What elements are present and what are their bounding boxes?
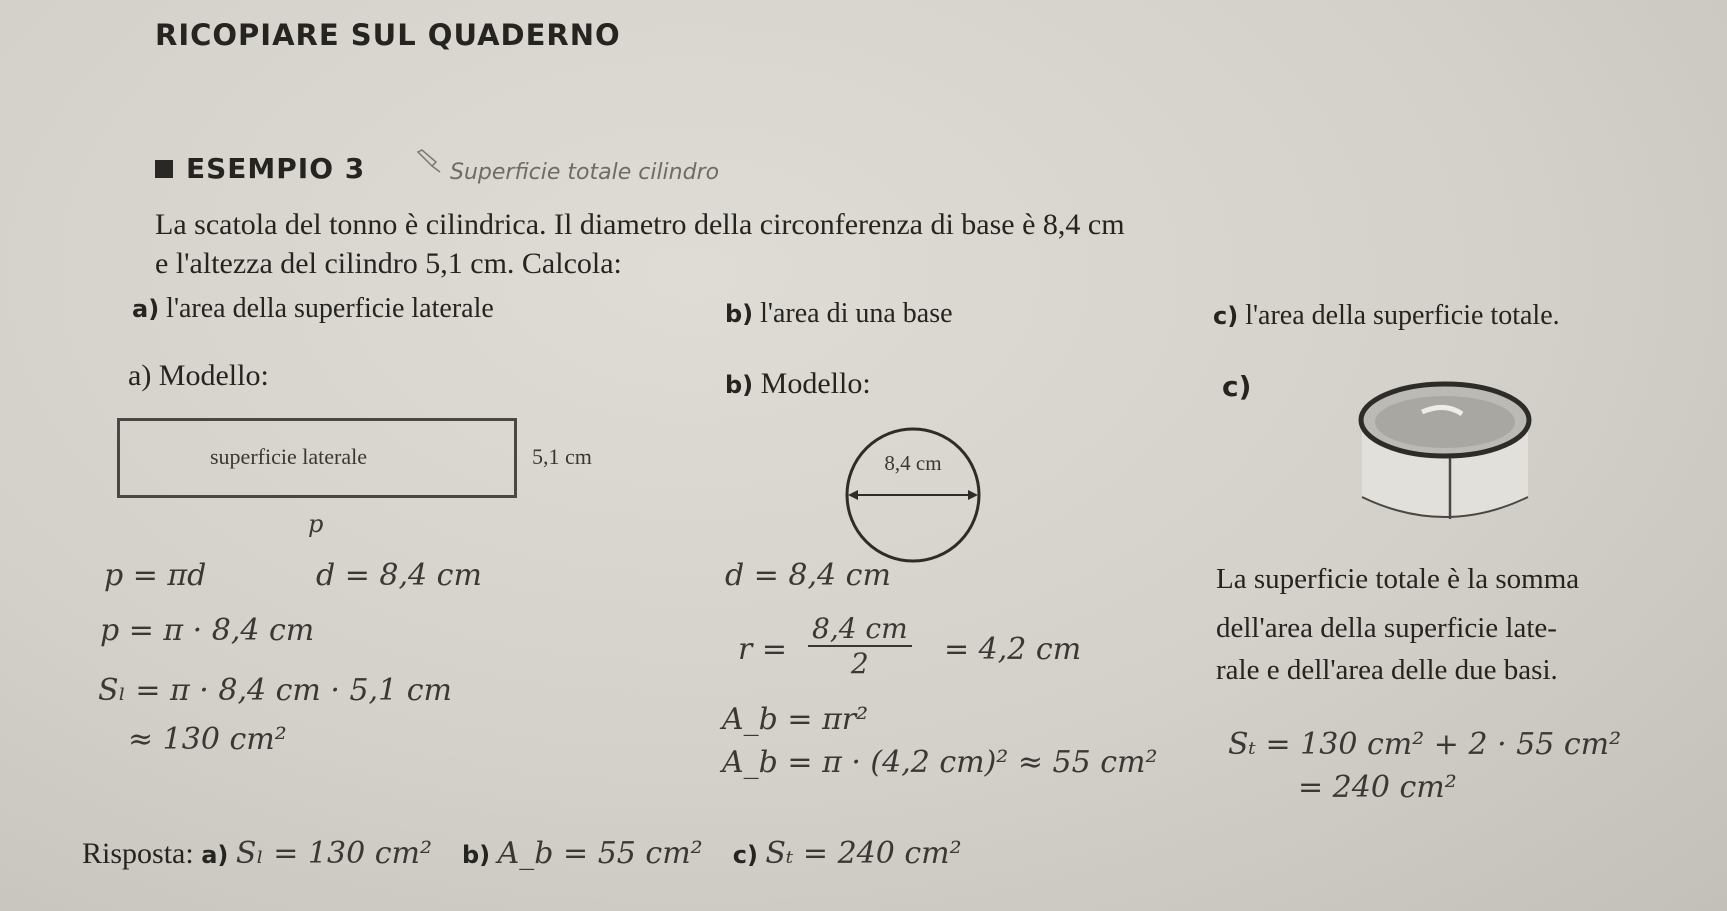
eq-b-diameter: d = 8,4 cm bbox=[725, 558, 891, 593]
eq-b-radius-left: r = bbox=[738, 632, 788, 667]
task-a-label: a) bbox=[132, 295, 160, 323]
bullet-square-icon bbox=[155, 160, 173, 178]
tuna-can-cylinder-illustration bbox=[1350, 372, 1540, 542]
eq-a-perimeter-sub: p = π · 8,4 cm bbox=[100, 613, 315, 648]
pencil-icon bbox=[414, 148, 444, 178]
answer-b-value: A_b = 55 cm² bbox=[497, 836, 703, 871]
eq-a-diameter: d = 8,4 cm bbox=[316, 558, 482, 593]
intro-line-2: e l'altezza del cilindro 5,1 cm. Calcola: bbox=[155, 247, 622, 280]
task-c bbox=[1213, 300, 1560, 332]
eq-c-total-sum: Sₜ = 130 cm² + 2 · 55 cm² bbox=[1228, 727, 1622, 762]
diameter-arrow-left bbox=[848, 490, 858, 500]
base-circle-diagram bbox=[838, 420, 988, 570]
example-subtitle: Superficie totale cilindro bbox=[450, 160, 720, 185]
page-title: RICOPIARE SUL QUADERNO bbox=[155, 18, 621, 52]
model-c-heading: c) bbox=[1222, 370, 1252, 403]
example-label: ESEMPIO 3 bbox=[186, 152, 366, 185]
task-c-text: l'area della superficie totale. bbox=[1245, 300, 1560, 331]
radius-fraction bbox=[808, 612, 912, 680]
fraction-denominator: 2 bbox=[850, 647, 869, 680]
eq-a-lateral-result: ≈ 130 cm² bbox=[128, 722, 287, 757]
eq-a-lateral-area: Sₗ = π · 8,4 cm · 5,1 cm bbox=[98, 673, 452, 708]
model-b-text: Modello: bbox=[760, 367, 871, 400]
fraction-numerator: 8,4 cm bbox=[808, 612, 912, 647]
intro-line-1: La scatola del tonno è cilindrica. Il diametro della circonferenza di base è 8,4 cm bbox=[155, 208, 1125, 241]
eq-c-total-result: = 240 cm² bbox=[1298, 770, 1457, 805]
lateral-surface-label: superficie laterale bbox=[210, 444, 367, 469]
diameter-arrow-right bbox=[968, 490, 978, 500]
task-a bbox=[132, 293, 494, 325]
answer-prefix: Risposta: bbox=[82, 837, 194, 870]
model-a-heading: a) Modello: bbox=[128, 359, 269, 392]
task-a-text: l'area della superficie laterale bbox=[166, 293, 494, 324]
eq-b-base-formula: A_b = πr² bbox=[722, 702, 869, 737]
total-explanation-line-2: dell'area della superficie late- bbox=[1216, 612, 1557, 644]
answer-c-value: Sₜ = 240 cm² bbox=[765, 836, 962, 871]
model-b-heading bbox=[725, 367, 871, 401]
total-explanation-line-3: rale e dell'area delle due basi. bbox=[1216, 654, 1558, 686]
model-b-label: b) bbox=[725, 371, 754, 399]
diameter-label: 8,4 cm bbox=[884, 451, 942, 475]
answer-line bbox=[82, 836, 962, 871]
task-c-label: c) bbox=[1213, 302, 1239, 330]
eq-b-radius-result: = 4,2 cm bbox=[944, 632, 1082, 667]
total-explanation-line-1: La superficie totale è la somma bbox=[1216, 563, 1580, 595]
task-b-text: l'area di una base bbox=[760, 298, 953, 329]
answer-c-label: c) bbox=[732, 841, 758, 869]
rectangle-base-label: p bbox=[308, 510, 324, 538]
task-b-label: b) bbox=[725, 300, 754, 328]
task-b bbox=[725, 298, 953, 330]
eq-b-base-area: A_b = π · (4,2 cm)² ≈ 55 cm² bbox=[722, 745, 1158, 780]
answer-b-label: b) bbox=[461, 841, 491, 869]
answer-a-value: Sₗ = 130 cm² bbox=[235, 836, 432, 871]
cylinder-lid-inner bbox=[1375, 396, 1515, 448]
answer-a-label: a) bbox=[201, 841, 229, 869]
rectangle-height-label: 5,1 cm bbox=[532, 444, 592, 469]
eq-a-perimeter: p = πd bbox=[104, 558, 207, 593]
